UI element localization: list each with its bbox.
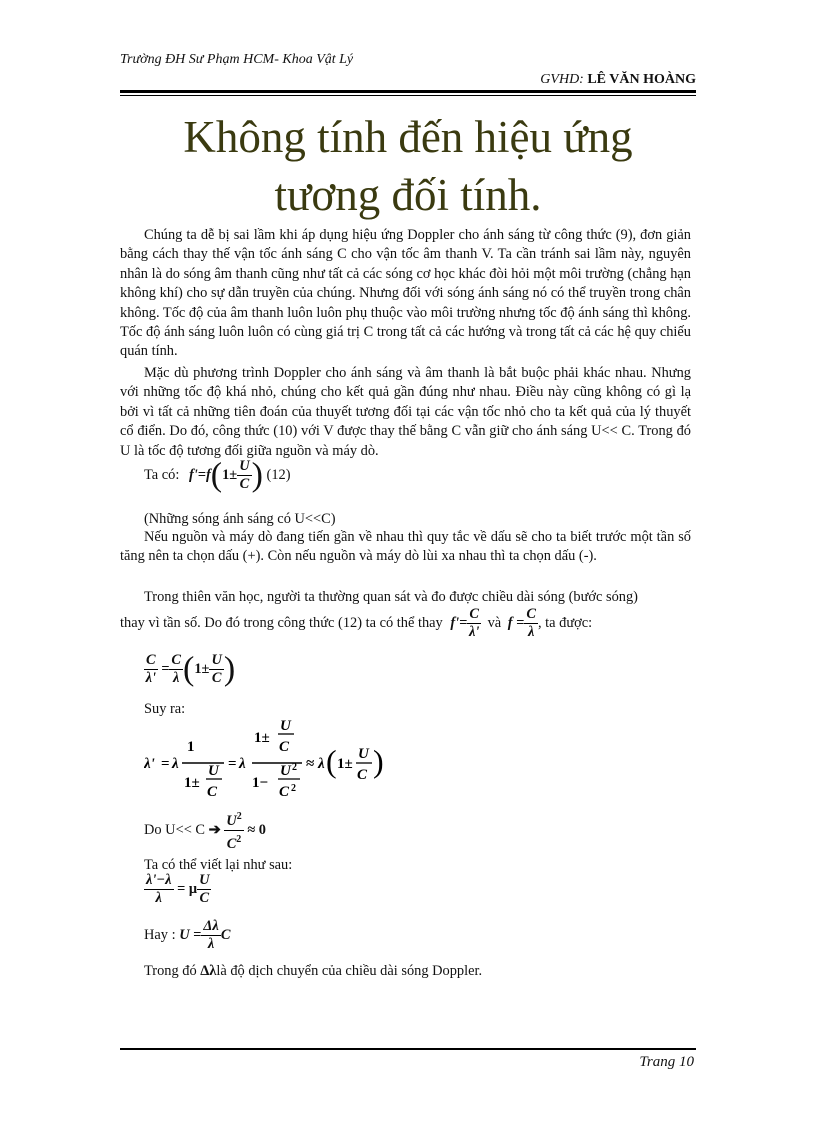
svg-text:): ) (373, 743, 384, 779)
note-light: (Những sóng ánh sáng có U<<C) (144, 511, 336, 527)
svg-text:=: = (161, 756, 170, 772)
header-school: Trường ĐH Sư Phạm HCM- Khoa Vật Lý (120, 52, 354, 67)
advisor-name: LÊ VĂN HOÀNG (587, 72, 696, 87)
svg-text:2: 2 (291, 783, 296, 794)
advisor-label: GVHD: (540, 72, 584, 87)
svg-text:1±: 1± (254, 730, 270, 746)
svg-text:1−: 1− (252, 775, 269, 791)
footer-rule (120, 1048, 696, 1050)
suy-ra-label: Suy ra: (144, 701, 186, 717)
svg-text:U: U (358, 746, 369, 762)
svg-text:λ: λ (239, 756, 246, 772)
header-rule-thin (120, 95, 696, 96)
svg-text:U: U (280, 763, 291, 779)
svg-text:C: C (279, 784, 290, 800)
page-number: Trang 10 (639, 1054, 694, 1070)
svg-text:1: 1 (187, 739, 195, 755)
svg-text:C: C (279, 739, 290, 755)
svg-text:C: C (207, 784, 218, 800)
do-line: Do U<< C ➔ $\frac{U^2}{C^2}$ ≈ 0 (144, 808, 266, 852)
paragraph-2: Mặc dù phương trình Doppler cho ánh sáng và âm thanh là bắt buộc phải khác nhau. Nhưng với những tốc độ khá nhỏ, chúng cho kết quả gần đúng như nhau. Điều này cũng không có gì lạ bởi vì tất cả những tiên đoán của thuyết tương đối tại các vận tốc nhỏ cho ta kết quả của lý thuyết cổ điển. Do đó, công thức (10) với V được thay thế bằng C vẫn giữ cho ánh sáng U<< C. Trong đó U là tốc độ tương đối giữa nguồn và máy dò. (120, 365, 691, 459)
header-advisor (540, 72, 696, 88)
equation-c-lambda: $\frac{C}{\lambda'}$ = $\frac{C}{\lambda}$ (1± $\frac{U}{C}$ ) (145, 650, 236, 688)
svg-text:1±: 1± (337, 756, 353, 772)
page-title (0, 110, 816, 222)
equation-hay: Hay : U = $\frac{\Delta\lambda}{\lambda}$ C (144, 918, 231, 952)
title-line-2: tương đối tính. (274, 170, 542, 220)
svg-text:U: U (280, 718, 291, 734)
svg-text:(: ( (326, 743, 337, 779)
paragraph-1: Chúng ta dễ bị sai lầm khi áp dụng hiệu ứng Doppler cho ánh sáng từ công thức (9), đơn giản bằng cách thay thế vận tốc ánh sáng C cho vận tốc âm thanh V. Ta cần tránh sai lầm này, nguyên nhân là do sóng âm thanh cũng như tất cả các sóng cơ học khác đòi hỏi một môi trường (chẳng hạn không khí) cho sự dẫn truyền của chúng. Nhưng đối với sóng ánh sáng nó có thể truyền trong chân không. Tốc độ của âm thanh luôn luôn phụ thuộc vào môi trường nhưng tốc độ ánh sáng thì không. Tốc độ ánh sáng luôn luôn có cùng giá trị C trong tất cả các hướng và trong tất cả các hệ quy chiếu quán tính. (120, 227, 691, 360)
svg-text:C: C (357, 767, 368, 783)
svg-text:λ: λ (318, 756, 325, 772)
paragraph-3: Nếu nguồn và máy dò đang tiến gần về nhau thì quy tắc về dấu sẽ cho ta biết trước một tần số tăng nên ta chọn dấu (+). Còn nếu nguồn và máy dò lùi xa nhau thì ta chọn dấu (-). (120, 529, 691, 565)
svg-text:1±: 1± (184, 775, 200, 791)
svg-text:≈: ≈ (306, 756, 315, 772)
svg-text:U: U (208, 763, 219, 779)
svg-text:λ: λ (172, 756, 179, 772)
svg-text:=: = (228, 756, 237, 772)
rewrite-label: Ta có thể viết lại như sau: (144, 857, 293, 873)
equation-lambda-prime (144, 718, 384, 810)
paragraph-4-line-1: Trong thiên văn học, người ta thường quan sát và đo được chiều dài sóng (bước sóng) (144, 589, 638, 605)
svg-text:2: 2 (292, 762, 297, 773)
equation-12: Ta có: f'=f(1± $\frac{U}{C}$ ) (12) (144, 456, 291, 494)
header-rule-thick (120, 90, 696, 93)
title-line-1: Không tính đến hiệu ứng (183, 112, 633, 162)
equation-mu: $\frac{\lambda'-\lambda}{\lambda}$ = μ $\frac{U}{C}$ (146, 872, 210, 906)
final-line: Trong đó Δλlà độ dịch chuyển của chiều dài sóng Doppler. (144, 963, 483, 979)
paragraph-4-line-2: thay vì tần số. Do đó trong công thức (12) ta có thể thay f'= $\frac{C}{\lambda'}$ và f = $\frac{C}{\lambda}$ , ta được: (120, 606, 593, 640)
eq-lhs: λ' (144, 756, 155, 772)
